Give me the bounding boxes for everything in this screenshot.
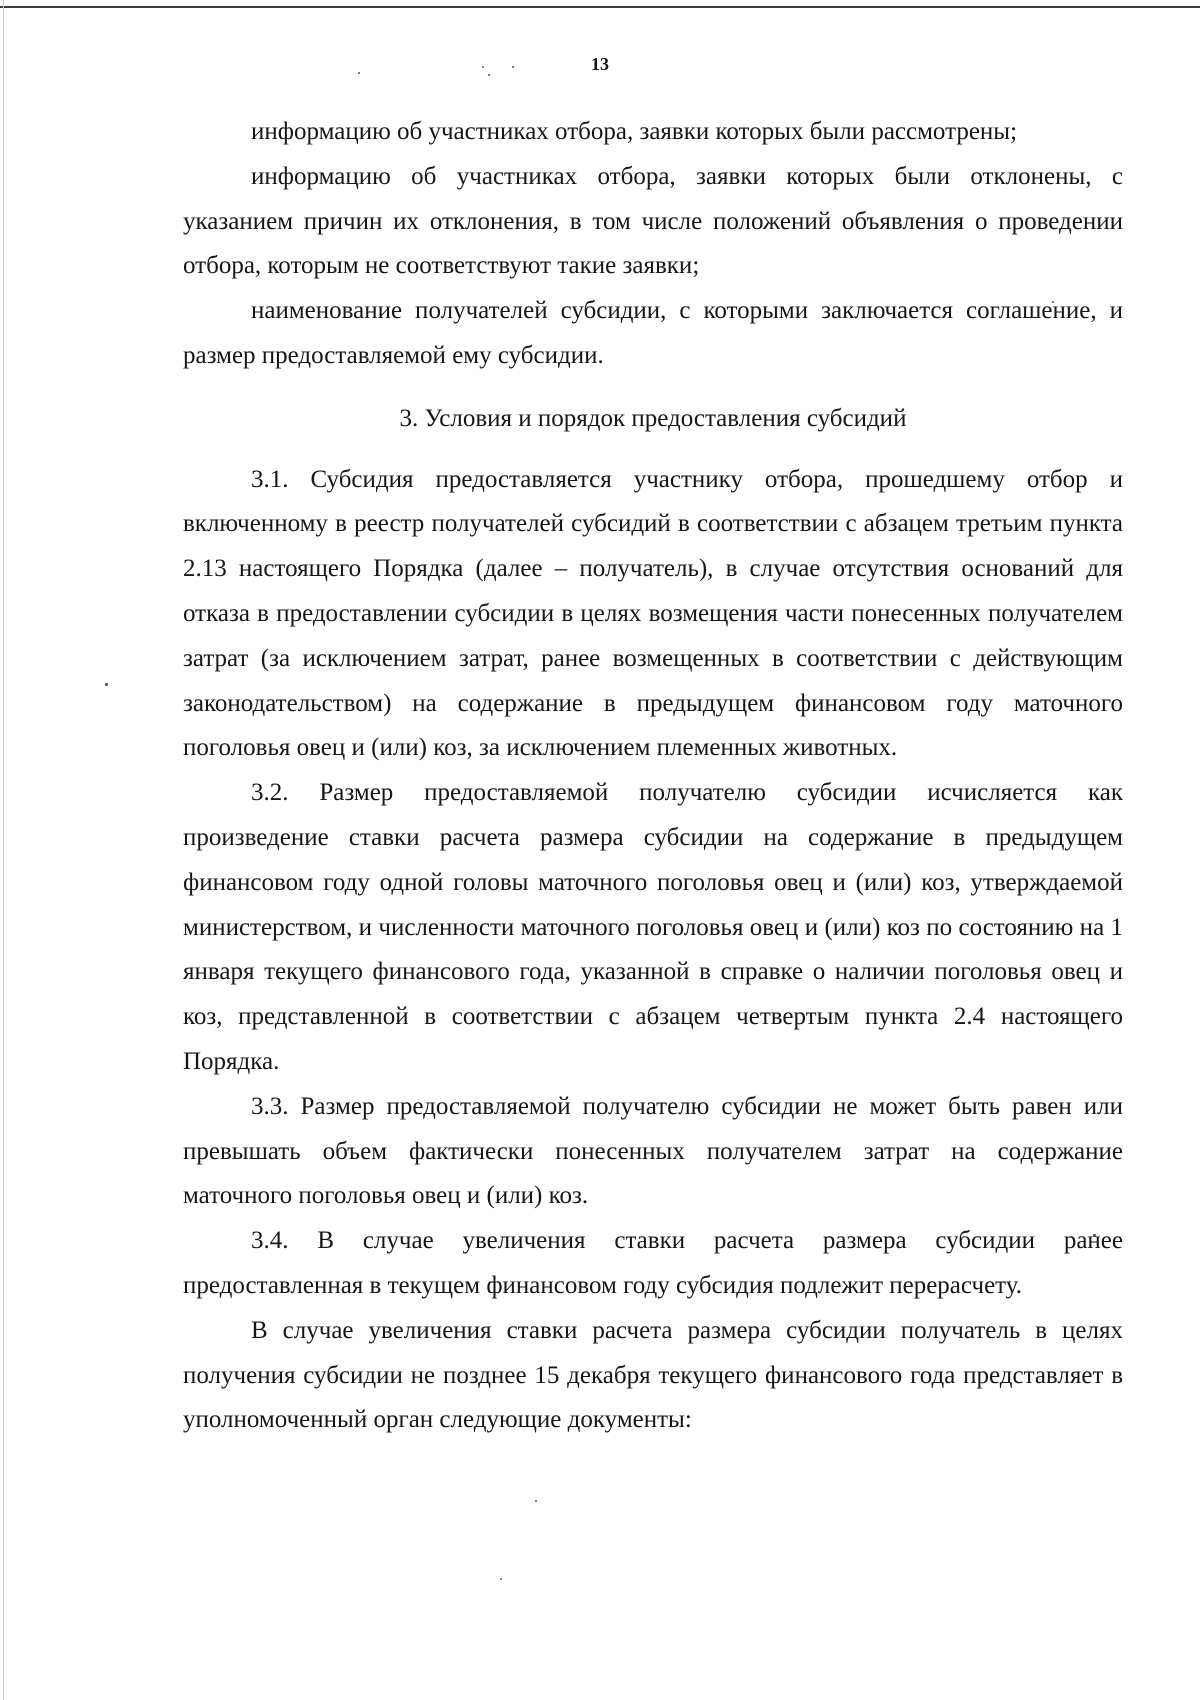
scan-speck [512,66,514,68]
section-heading: 3. Условия и порядок предоставления субсидий [399,404,907,432]
scan-top-edge [0,6,1200,8]
paragraph-rejected-applications: информацию об участниках отбора, заявки которых были отклонены, с указанием причин их отклонения, в том числе положений объявления о проведении отбора, которым не соответствуют такие заявки; [183,162,1123,280]
clause-3-1: 3.1. Субсидия предоставляется участнику отбора, прошедшему отбор и включенному в реестр получателей субсидий в соответствии с абзацем третьим пункта 2.13 настоящего Порядка (далее – получатель), в случае отсутствия оснований для отказа в предоставлении субсидии в целях возмещения части понесенных получателем затрат (за исключением затрат, ранее возмещенных в соответствии с действующим законодательством) на содержание в предыдущем финансовом году маточного поголовья овец и (или) коз, за исключением племенных животных. [183,465,1123,762]
scan-speck [535,1500,537,1502]
scan-speck [358,72,360,74]
scan-speck [482,66,484,68]
clause-3-2: 3.2. Размер предоставляемой получателю субсидии исчисляется как произведение ставки расчета размера субсидии на содержание в предыдущем финансовом году одной головы маточного поголовья овец и (или) коз, утверждаемой министерством, и численности маточного поголовья овец и (или) коз по состоянию на 1 января текущего финансового года, указанной в справке о наличии поголовья овец и коз, представленной в соответствии с абзацем четвертым пункта 2.4 настоящего Порядка. [183,779,1123,1075]
clause-3-4: 3.4. В случае увеличения ставки расчета размера субсидии ранее предоставленная в текущем финансовом году субсидия подлежит перерасчету. [183,1227,1123,1299]
scan-left-edge [3,0,4,1700]
page-number: 13 [591,54,609,74]
paragraph-subsidy-recipients: наименование получателей субсидии, с которыми заключается соглашение, и размер предоставляемой ему субсидии. [183,297,1123,369]
document-body [183,110,1123,1443]
clause-3-3: 3.3. Размер предоставляемой получателю субсидии не может быть равен или превышать объем фактически понесенных получателем затрат на содержание маточного поголовья овец и (или) коз. [183,1092,1123,1210]
scan-speck [105,683,108,686]
paragraph-documents: В случае увеличения ставки расчета размера субсидии получатель в целях получения субсидии не позднее 15 декабря текущего финансового года представляет в уполномоченный орган следующие документы: [183,1316,1123,1434]
paragraph-considered-applications: информацию об участниках отбора, заявки которых были рассмотрены; [251,118,1018,145]
scan-speck [488,74,490,76]
scan-speck [500,1578,502,1580]
